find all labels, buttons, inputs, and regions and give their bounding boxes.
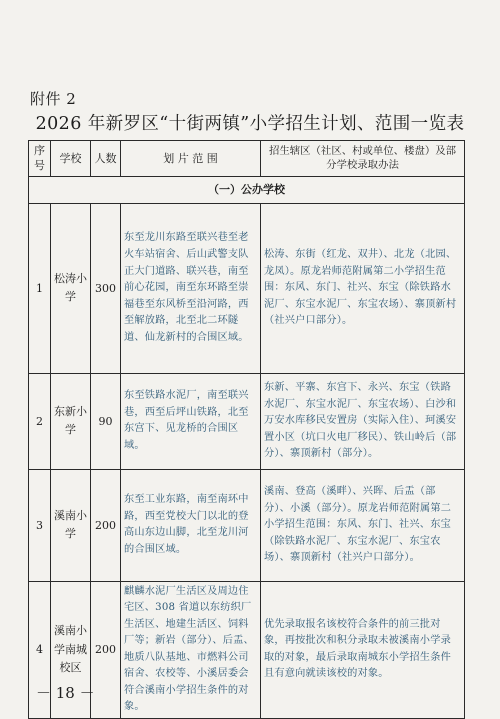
row-scope: 松涛、东街（红龙、双井）、北龙（北园、龙凤）。原龙岩师范附属第二小学招生范围：东风、东门、社兴、东宝（除铁路水泥厂、东宝水泥厂、东宝农场）、寨顶新村（社兴户口部分）。 bbox=[261, 203, 465, 373]
header-zone: 划 片 范 围 bbox=[121, 141, 261, 177]
row-count: 200 bbox=[91, 469, 121, 581]
table-row bbox=[29, 203, 465, 373]
page-title: 2026 年新罗区“十街两镇”小学招生计划、范围一览表 bbox=[35, 114, 465, 134]
header-scope: 招生辖区（社区、村或单位、楼盘）及部分学校录取办法 bbox=[261, 141, 465, 177]
row-zone: 东至龙川东路至联兴巷至老火车站宿舍、后山武警支队正大门道路、联兴巷，南至前心花园，南至东环路至崇福巷至东风桥至沿河路，西至解放路，北至北二环隧道、仙龙新村的合围区域。 bbox=[121, 203, 261, 373]
row-school: 溪南小学 bbox=[51, 469, 91, 581]
header-count: 人数 bbox=[91, 141, 121, 177]
row-zone: 东至铁路水泥厂，南至联兴巷，西至后坪山铁路，北至东宫下、见龙桥的合围区域。 bbox=[121, 373, 261, 469]
table-row bbox=[29, 469, 465, 581]
enrollment-table bbox=[28, 140, 465, 719]
page-number: － 18 － bbox=[36, 684, 95, 702]
row-school: 东新小学 bbox=[51, 373, 91, 469]
header-no: 序号 bbox=[29, 141, 51, 177]
section-title: （一）公办学校 bbox=[29, 176, 465, 203]
row-scope: 溪南、登高（溪畔）、兴晖、后盂（部分）、小溪（部分）。原龙岩师范附属第二小学招生范围：东风、东门、社兴、东宝（除铁路水泥厂、东宝水泥厂、东宝农场）、寨顶新村（社兴户口部分）。 bbox=[261, 469, 465, 581]
row-count: 200 bbox=[91, 581, 121, 718]
table-header-row bbox=[29, 141, 465, 177]
row-school: 溪南小学南城校区 bbox=[51, 581, 91, 718]
header-school: 学校 bbox=[51, 141, 91, 177]
row-count: 90 bbox=[91, 373, 121, 469]
attachment-label: 附件 2 bbox=[30, 90, 77, 108]
row-no: 3 bbox=[29, 469, 51, 581]
row-scope: 东新、平寨、东宫下、永兴、东宝（铁路水泥厂、东宝水泥厂、东宝农场）、白沙和万安水库移民安置房（实际入住）、珂溪安置小区（坑口火电厂移民）、铁山岭后（部分）、寨顶新村（部分）。 bbox=[261, 373, 465, 469]
row-count: 300 bbox=[91, 203, 121, 373]
section-row bbox=[29, 176, 465, 203]
row-zone: 东至工业东路，南至南环中路，西至党校大门以北的登高山东边山脚，北至龙川河的合围区域。 bbox=[121, 469, 261, 581]
row-zone: 麒麟水泥厂生活区及周边住宅区、308 省道以东纺织厂生活区、地建生活区、饲料厂等；新岩（部分）、后盂、地质八队基地、市燃料公司宿舍、农校等、小溪居委会符合溪南小学招生条件的对象。 bbox=[121, 581, 261, 718]
row-no: 1 bbox=[29, 203, 51, 373]
table-row bbox=[29, 373, 465, 469]
row-no: 4 bbox=[29, 581, 51, 718]
row-scope: 优先录取报名该校符合条件的前三批对象，再按批次和积分录取未被溪南小学录取的对象，最后录取南城东小学招生条件且有意向就读该校的对象。 bbox=[261, 581, 465, 718]
row-no: 2 bbox=[29, 373, 51, 469]
row-school: 松涛小学 bbox=[51, 203, 91, 373]
